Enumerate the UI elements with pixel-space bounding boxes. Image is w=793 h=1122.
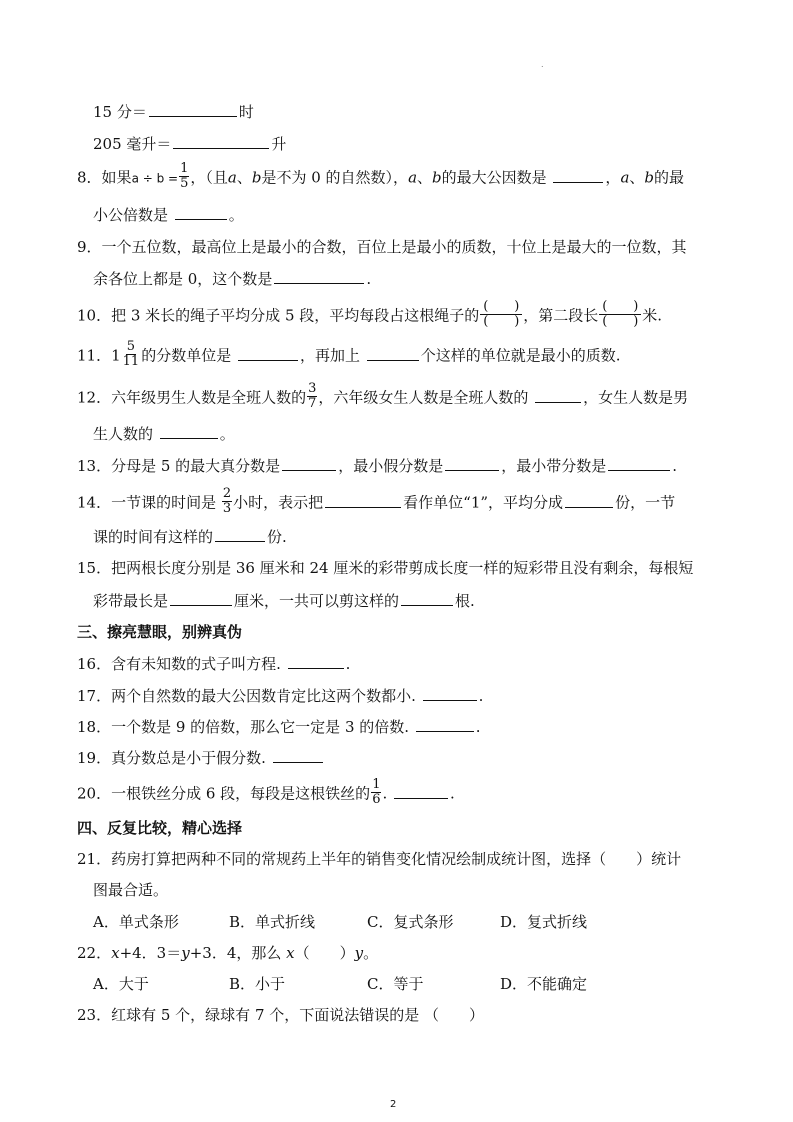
question-9 — [77, 237, 687, 257]
question-number: 19． — [77, 749, 112, 767]
question-21 — [77, 849, 681, 869]
answer-blank[interactable] — [367, 345, 419, 361]
question-text: . — [475, 718, 481, 736]
question-number: 11． — [77, 346, 112, 365]
question-text: 红球有 5 个，绿球有 7 个，下面说法错误的是 （ ） — [111, 1006, 485, 1024]
question-text: . — [478, 687, 484, 705]
question-text: 课的时间有这样的 — [93, 528, 214, 546]
question-text: 。 — [363, 944, 379, 962]
question-text: ，女生人数是男 — [583, 388, 689, 407]
question-text: 把 3 米长的绳子平均分成 5 段，平均每段占这根绳子的 — [111, 306, 480, 325]
question-text: 六年级男生人数是全班人数的 — [111, 388, 307, 407]
question-23 — [77, 1005, 484, 1025]
fraction — [122, 340, 141, 369]
question-16 — [77, 653, 350, 674]
question-text: 如果 — [101, 168, 132, 187]
question-number: 17． — [77, 687, 112, 705]
option-b[interactable]: B．单式折线 — [229, 913, 316, 931]
question-text: 。 — [228, 206, 244, 224]
fraction-numerator: 1 — [180, 161, 189, 176]
option-d[interactable]: D．不能确定 — [500, 975, 588, 993]
question-text: 彩带最长是 — [93, 592, 169, 610]
question-text: ，六年级女生人数是全班人数的 — [318, 388, 534, 407]
answer-blank[interactable] — [273, 747, 323, 763]
option-c[interactable]: C．复式条形 — [367, 913, 454, 931]
question-text: 个这样的单位就是最小的质数. — [420, 346, 621, 365]
question-text: 。 — [219, 425, 235, 443]
answer-blank[interactable] — [325, 492, 401, 508]
question-15 — [77, 558, 693, 578]
page-number: 2 — [390, 1099, 397, 1110]
question-text: 15 分＝ — [93, 103, 147, 121]
question-number: 20． — [77, 784, 112, 803]
question-text: 的最 — [654, 168, 685, 187]
question-17 — [77, 685, 483, 706]
variable-x: x — [286, 944, 295, 962]
variable-a: a — [408, 168, 418, 187]
question-number: 21． — [77, 850, 112, 868]
answer-blank[interactable] — [274, 268, 364, 284]
question-text: 看作单位“1”，平均分成 — [403, 493, 564, 512]
variable-b: b — [432, 168, 442, 187]
question-10 — [77, 299, 663, 331]
answer-blank[interactable] — [149, 101, 237, 117]
answer-blank[interactable] — [401, 590, 453, 606]
fraction-denominator-blank: ( ) — [602, 314, 639, 329]
question-text: ，再加上 — [299, 346, 365, 365]
question-text: 分母是 5 的最大真分数是 — [111, 457, 281, 475]
fraction-denominator: 5 — [180, 176, 189, 191]
answer-blank[interactable] — [215, 526, 265, 542]
fraction-denominator: 6 — [372, 792, 381, 807]
mixed-number-whole: 1 — [111, 346, 121, 365]
question-text: 205 毫升＝ — [93, 135, 172, 153]
question-text: 的最大公因数是 — [441, 168, 552, 187]
answer-blank[interactable] — [170, 590, 232, 606]
question-text: 厘米，一共可以剪这样的 — [234, 592, 400, 610]
question-19 — [77, 747, 325, 768]
question-text: +3．4，那么 — [189, 944, 287, 962]
section-heading-4: 四、反复比较，精心选择 — [77, 819, 243, 837]
question-text: 升 — [271, 135, 287, 153]
variable-a: a — [620, 168, 630, 187]
fraction-denominator-blank: ( ) — [483, 314, 520, 329]
answer-blank[interactable] — [238, 345, 298, 361]
question-22 — [77, 943, 378, 963]
question-text: ，第二段长 — [523, 306, 599, 325]
fraction-numerator: 2 — [222, 486, 232, 501]
question-text: 一个五位数，最高位上是最小的合数，百位上是最小的质数，十位上是最大的一位数，其 — [101, 238, 687, 256]
question-text: 一节课的时间是 — [111, 493, 221, 512]
option-b[interactable]: B．小于 — [229, 975, 286, 993]
question-text: 小时，表示把 — [233, 493, 324, 512]
question-number: 22． — [77, 944, 112, 962]
question-21-line-2: 图最合适。 — [93, 881, 169, 899]
question-text: 真分数总是小于假分数. — [111, 749, 271, 767]
fraction — [179, 162, 189, 191]
fraction-numerator-blank: ( ) — [599, 300, 641, 315]
question-text: 余各位上都是 0，这个数是 — [93, 270, 273, 288]
question-text: 一根铁丝分成 6 段，每段是这根铁丝的 — [111, 784, 371, 803]
answer-blank[interactable] — [565, 492, 613, 508]
question-number: 16． — [77, 655, 112, 673]
fraction-numerator-blank: ( ) — [480, 300, 522, 315]
question-11 — [77, 339, 621, 371]
question-15-line-2 — [93, 590, 475, 611]
variable-y: y — [181, 944, 190, 962]
question-time-conversion — [93, 101, 254, 122]
question-number: 12． — [77, 388, 112, 407]
top-dot: . — [541, 60, 544, 69]
answer-fraction[interactable] — [480, 300, 522, 329]
question-text: 把两根长度分别是 36 厘米和 24 厘米的彩带剪成长度一样的短彩带且没有剩余，每根短 — [111, 559, 694, 577]
question-number: 9． — [77, 238, 102, 256]
question-number: 10． — [77, 306, 112, 325]
variable-x: x — [111, 944, 120, 962]
question-text: 份. — [267, 528, 287, 546]
question-text: . — [382, 784, 393, 803]
question-number: 13． — [77, 457, 112, 475]
fraction-numerator: 3 — [308, 381, 317, 396]
question-12 — [77, 381, 689, 413]
option-a[interactable]: A．单式条形 — [93, 913, 179, 931]
option-c[interactable]: C．等于 — [367, 975, 424, 993]
question-14-line-2 — [93, 526, 287, 547]
formula: a ÷ b = — [131, 171, 179, 186]
option-a[interactable]: A．大于 — [93, 975, 149, 993]
variable-b: b — [251, 168, 262, 187]
answer-blank[interactable] — [608, 455, 670, 471]
option-d[interactable]: D．复式折线 — [500, 913, 588, 931]
answer-blank[interactable] — [535, 387, 581, 403]
answer-blank[interactable] — [423, 685, 477, 701]
fraction-numerator: 5 — [126, 339, 136, 354]
question-8-line-2 — [93, 204, 244, 225]
question-13 — [77, 455, 677, 476]
question-text: 一个数是 9 的倍数，那么它一定是 3 的倍数. — [111, 718, 414, 736]
question-number: 23． — [77, 1006, 112, 1024]
question-text: 米. — [642, 306, 663, 325]
fraction-numerator: 1 — [372, 777, 381, 792]
question-number: 18． — [77, 718, 112, 736]
question-text: 根. — [455, 592, 475, 610]
answer-blank[interactable] — [416, 716, 474, 732]
question-text: 时 — [238, 103, 254, 121]
answer-blank[interactable] — [160, 423, 218, 439]
fraction — [371, 778, 381, 807]
question-number: 8． — [77, 168, 102, 187]
answer-fraction[interactable] — [599, 300, 641, 329]
question-text: ，（且 — [190, 168, 228, 187]
variable-b: b — [644, 168, 655, 187]
fraction — [307, 382, 317, 411]
question-text: 小公倍数是 — [93, 206, 173, 224]
question-8 — [77, 161, 685, 193]
question-text: 的分数单位是 — [141, 346, 236, 365]
question-text: 两个自然数的最大公因数肯定比这两个数都小. — [111, 687, 421, 705]
answer-blank[interactable] — [445, 455, 499, 471]
question-volume-conversion — [93, 133, 286, 154]
question-number: 15． — [77, 559, 112, 577]
answer-blank[interactable] — [288, 653, 344, 669]
answer-blank[interactable] — [282, 455, 336, 471]
question-number: 14． — [77, 493, 112, 512]
question-text: ， — [605, 168, 621, 187]
question-text: . — [366, 270, 372, 288]
fraction-denominator: 11 — [122, 354, 140, 369]
variable-y: y — [354, 944, 364, 962]
variable-a: a — [227, 168, 237, 187]
question-12-line-2 — [93, 423, 235, 444]
fraction — [222, 487, 232, 516]
question-text: . — [672, 457, 677, 475]
question-18 — [77, 716, 481, 737]
question-text: 、 — [236, 168, 252, 187]
question-text: ，最小假分数是 — [338, 457, 444, 475]
question-text: +4．3＝ — [119, 944, 182, 962]
answer-blank[interactable] — [553, 167, 603, 183]
fraction-denominator: 7 — [308, 396, 317, 411]
question-text: 份，一节 — [615, 493, 676, 512]
question-text: 含有未知数的式子叫方程. — [111, 655, 286, 673]
question-9-line-2 — [93, 268, 371, 289]
question-text: . — [345, 655, 351, 673]
answer-blank[interactable] — [175, 204, 227, 220]
answer-blank[interactable] — [173, 133, 269, 149]
question-text: ，最小带分数是 — [501, 457, 607, 475]
question-text: 、 — [417, 168, 433, 187]
question-text: 是不为 0 的自然数）， — [261, 168, 409, 187]
question-text: 生人数的 — [93, 425, 158, 443]
question-text: 药房打算把两种不同的常规药上半年的销售变化情况绘制成统计图，选择（ ）统计 — [111, 850, 682, 868]
question-14 — [77, 486, 676, 518]
question-text: 、 — [629, 168, 645, 187]
question-text: （ ） — [294, 944, 355, 962]
answer-blank[interactable] — [394, 783, 448, 799]
question-20 — [77, 777, 455, 809]
question-text: . — [450, 784, 455, 803]
fraction-denominator: 3 — [222, 501, 232, 516]
section-heading-3: 三、擦亮慧眼，别辨真伪 — [77, 623, 243, 641]
